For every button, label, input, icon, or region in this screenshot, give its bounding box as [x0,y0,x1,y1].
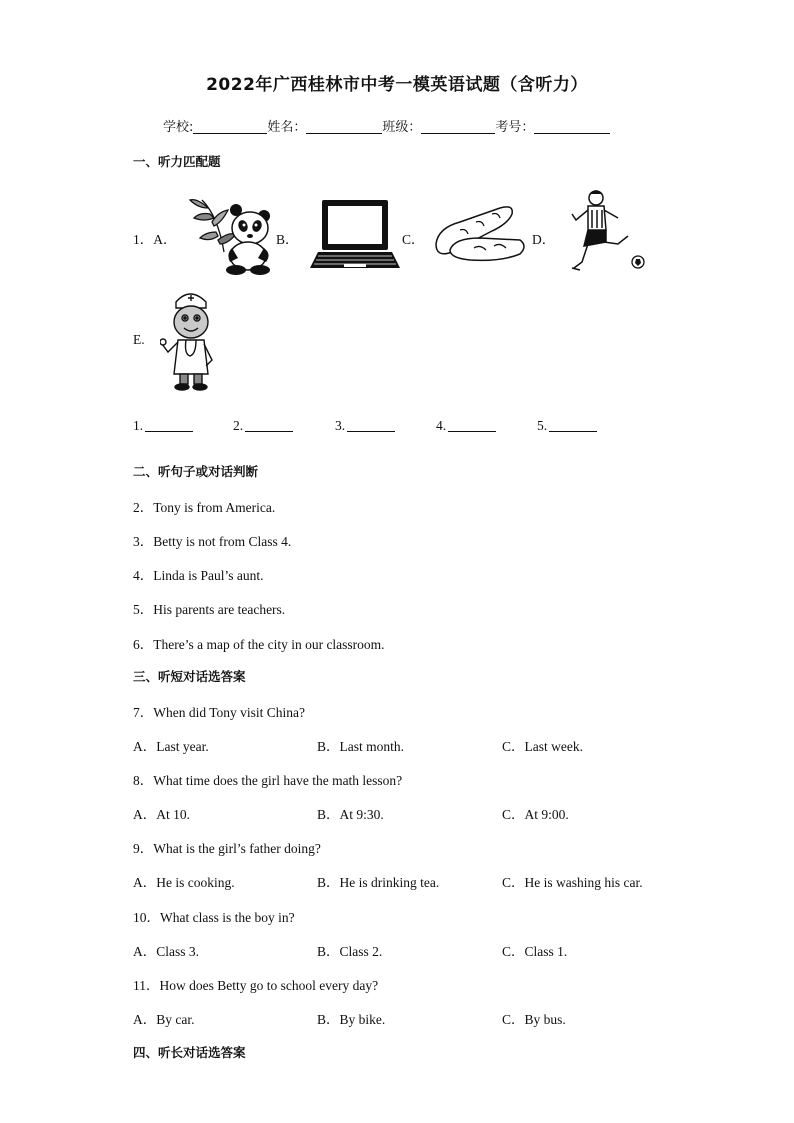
school-label: 学校: [163,120,194,135]
bread-icon [430,198,528,264]
option-c[interactable]: C．At 9:00. [502,807,569,822]
answer-number: 5. [537,418,548,433]
answer-blank-1[interactable] [133,418,193,434]
question-text: 7．When did Tony visit China? [133,705,306,720]
option-c[interactable]: C．Class 1. [502,944,568,959]
judgment-item: 5．His parents are teachers. [133,602,286,617]
matching-lead-label: 1．A． [133,232,177,247]
judgment-item: 3．Betty is not from Class 4. [133,534,292,549]
picture-label-d: D． [532,232,556,247]
option-b[interactable]: B．He is drinking tea. [317,875,440,890]
option-b[interactable]: B．By bike. [317,1012,386,1027]
student-info-line [163,116,610,135]
option-c[interactable]: C．He is washing his car. [502,875,643,890]
judgment-item: 6．There’s a map of the city in our classroom. [133,637,385,652]
question-text: 11．How does Betty go to school every day? [133,978,379,993]
section-heading-4: 四、听长对话选答案 [133,1045,246,1060]
section-heading-2: 二、听句子或对话判断 [133,464,259,479]
laptop-icon [308,198,402,272]
answer-number: 4. [436,418,447,433]
answer-blank-2[interactable] [233,418,293,434]
picture-label-e: E. [133,332,145,347]
boy-kicking-ball-icon [566,188,648,278]
class-label: 班级： [382,120,422,135]
exam-number-label: 考号： [495,120,535,135]
judgment-item: 2．Tony is from America. [133,500,276,515]
option-b[interactable]: B．Class 2. [317,944,383,959]
class-blank[interactable] [421,119,495,134]
question-text: 8．What time does the girl have the math lesson? [133,773,403,788]
panda-icon [188,192,270,276]
option-c[interactable]: C．Last week. [502,739,583,754]
option-a[interactable]: A．Last year. [133,739,209,754]
option-a[interactable]: A．Class 3. [133,944,200,959]
option-c[interactable]: C．By bus. [502,1012,566,1027]
answer-number: 3. [335,418,346,433]
judgment-item: 4．Linda is Paul’s aunt. [133,568,264,583]
answer-number: 2. [233,418,244,433]
page-title: 2022年广西桂林市中考一模英语试题（含听力） [206,75,588,95]
picture-label-c: C． [402,232,425,247]
answer-blank-5[interactable] [537,418,597,434]
question-text: 10．What class is the boy in? [133,910,295,925]
section-heading-3: 三、听短对话选答案 [133,669,246,684]
section-heading-1: 一、听力匹配题 [133,154,221,169]
question-text: 9．What is the girl’s father doing? [133,841,321,856]
option-a[interactable]: A．At 10. [133,807,190,822]
doctor-icon [160,288,222,392]
picture-label-b: B． [276,232,299,247]
answer-blank-4[interactable] [436,418,496,434]
name-label: 姓名： [267,120,307,135]
name-blank[interactable] [306,119,382,134]
exam-number-blank[interactable] [534,119,610,134]
option-a[interactable]: A．He is cooking. [133,875,235,890]
option-a[interactable]: A．By car. [133,1012,195,1027]
option-b[interactable]: B．Last month. [317,739,404,754]
school-blank[interactable] [193,119,267,134]
option-b[interactable]: B．At 9:30. [317,807,384,822]
answer-blank-3[interactable] [335,418,395,434]
answer-number: 1. [133,418,144,433]
